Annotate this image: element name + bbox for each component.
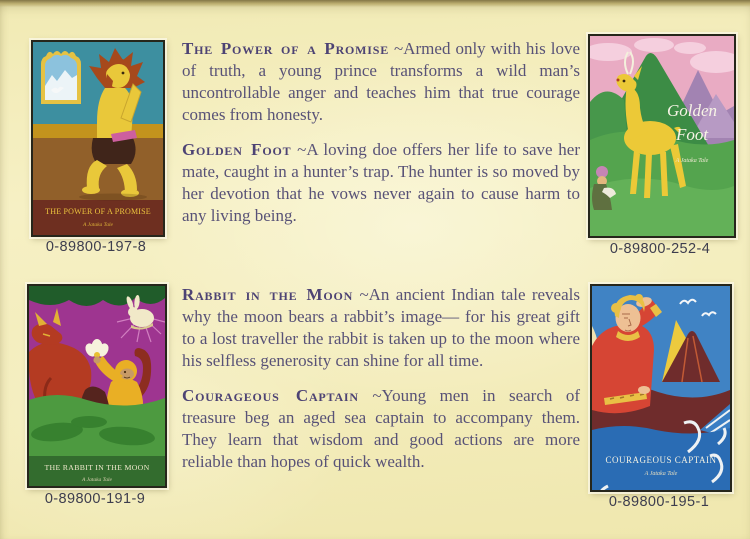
arched-window bbox=[41, 51, 81, 104]
cover-title-power-of-a-promise: THE POWER OF A PROMISE bbox=[45, 207, 151, 216]
isbn-rabbit-in-the-moon: 0-89800-191-9 bbox=[44, 491, 146, 507]
cover-art-rabbit-in-the-moon bbox=[29, 286, 165, 486]
cover-subtitle-rabbit-in-the-moon: A Jataka Tale bbox=[82, 477, 112, 483]
cover-art-courageous-captain bbox=[592, 286, 730, 490]
description-body-power-of-a-promise: ~Armed only with his love of truth, a young prince transforms a wild man’s uncontrollable anger and teaches him that true courage comes from honesty. bbox=[182, 39, 580, 124]
cover-title-courageous-captain: COURAGEOUS CAPTAIN bbox=[605, 455, 717, 465]
description-body-rabbit-in-the-moon: ~An ancient Indian tale reveals why the moon bears a rabbit’s image— for his great gift to a lost traveller the rabbit is taken up to the moon where his selfless generosity can shine for all time. bbox=[182, 285, 580, 370]
book-cover-rabbit-in-the-moon bbox=[27, 284, 167, 488]
description-golden-foot bbox=[182, 139, 580, 227]
cover-title-golden: Golden bbox=[666, 101, 718, 120]
book-cover-power-of-a-promise bbox=[31, 40, 165, 237]
description-courageous-captain bbox=[182, 385, 580, 473]
description-power-of-a-promise bbox=[182, 38, 580, 126]
description-heading-courageous-captain: Courageous Captain bbox=[182, 386, 359, 405]
descriptions-top bbox=[182, 38, 580, 240]
description-heading-rabbit-in-the-moon: Rabbit in the Moon bbox=[182, 285, 354, 304]
foliage-top bbox=[29, 286, 165, 306]
book-cover-courageous-captain bbox=[590, 284, 732, 492]
description-body-golden-foot: ~A loving doe offers her life to save her mate, caught in a hunter’s trap. The hunter is so moved by her devotion that he vows never again to cause harm to any living being. bbox=[182, 140, 580, 225]
description-heading-power-of-a-promise: The Power of a Promise bbox=[182, 39, 390, 58]
description-body-courageous-captain: ~Young men in search of treasure beg an aged sea captain to accompany them. They learn that wisdom and good actions are more reliable than hopes of quick wealth. bbox=[182, 386, 581, 471]
isbn-courageous-captain: 0-89800-195-1 bbox=[608, 494, 710, 510]
book-cover-golden-foot bbox=[588, 34, 736, 238]
cover-art-power-of-a-promise bbox=[33, 42, 163, 235]
cover-subtitle-golden-foot: A Jataka Tale bbox=[675, 158, 709, 164]
isbn-golden-foot: 0-89800-252-4 bbox=[609, 241, 711, 257]
cover-title-foot: Foot bbox=[675, 125, 709, 144]
cover-title-rabbit-in-the-moon: THE RABBIT IN THE MOON bbox=[44, 463, 150, 472]
description-rabbit-in-the-moon bbox=[182, 284, 580, 372]
isbn-power-of-a-promise: 0-89800-197-8 bbox=[45, 239, 147, 255]
cover-subtitle-courageous-captain: A Jataka Tale bbox=[644, 471, 678, 477]
descriptions-bottom bbox=[182, 284, 580, 486]
cover-art-golden-foot bbox=[590, 36, 734, 236]
description-heading-golden-foot: Golden Foot bbox=[182, 140, 292, 159]
cover-subtitle-power-of-a-promise: A Jataka Tale bbox=[83, 222, 113, 228]
